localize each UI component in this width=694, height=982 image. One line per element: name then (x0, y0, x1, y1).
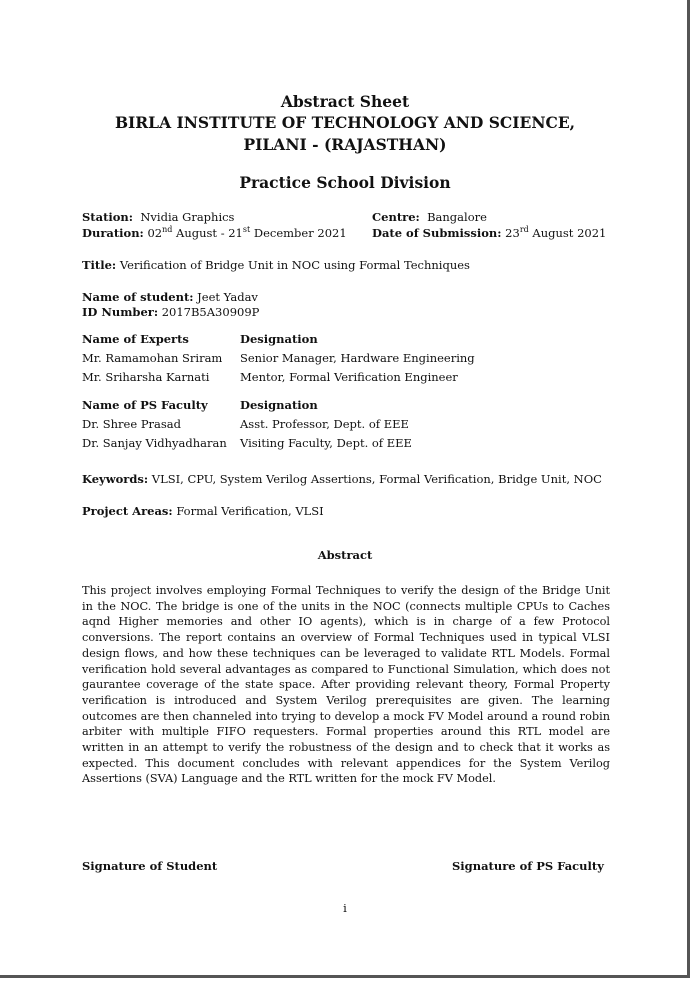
areas-value: Formal Verification, VLSI (176, 504, 324, 518)
centre-line (372, 210, 487, 225)
experts-name-header: Name of Experts (82, 332, 189, 346)
faculty-name-header: Name of PS Faculty (82, 398, 208, 412)
experts-header-row (82, 332, 475, 351)
keywords-label: Keywords: (82, 472, 149, 486)
expert-name: Mr. Sriharsha Karnati (82, 370, 210, 384)
faculty-designation-header: Designation (240, 398, 318, 412)
experts-table (82, 332, 475, 389)
signature-faculty: Signature of PS Faculty (452, 859, 604, 873)
centre-value: Bangalore (427, 210, 487, 224)
table-row (82, 417, 412, 436)
title-value: Verification of Bridge Unit in NOC using Formal Techniques (119, 258, 470, 272)
keywords-line (82, 472, 622, 487)
station-label: Station: (82, 210, 134, 224)
centre-label: Centre: (372, 210, 420, 224)
station-line (82, 210, 234, 225)
institute-line-1: BIRLA INSTITUTE OF TECHNOLOGY AND SCIENCE, (114, 113, 576, 132)
duration-start-sup: nd (162, 225, 173, 235)
student-value: Jeet Yadav (197, 290, 258, 304)
title-label: Title: (82, 258, 117, 272)
id-label: ID Number: (82, 305, 159, 319)
submission-label: Date of Submission: (372, 226, 502, 240)
submission-line (372, 226, 606, 241)
expert-name: Mr. Ramamohan Sriram (82, 351, 223, 365)
duration-mid: August - 21 (172, 226, 243, 240)
areas-line (82, 504, 324, 519)
signature-student: Signature of Student (82, 859, 218, 873)
student-line (82, 290, 258, 305)
id-line (82, 305, 259, 320)
table-row (82, 370, 475, 389)
duration-end-sup: st (242, 225, 251, 235)
abstract-paragraph: This project involves employing Formal Techniques to verify the design of the Bridge Unit in the NOC. The bridge is one of the units in the NOC (connects multiple CPUs to Caches aqnd Higher memories and other IO agents), which is in charge of a few Protocol conversions. The report contains an overview of Formal Techniques used in typical VLSI design flows, and how these techniques can be leveraged to validate RTL Models. Formal verification hold several advantages as compared to Functional Simulation, which does not gaurantee coverage of the state space. After providing relevant theory, Formal Property verification is introduced and System Verilog prerequisites are given. The learning outcomes are then channeled into trying to develop a mock FV Model around a round robin arbiter with multiple FIFO requesters. Formal properties around this RTL model are written in an attempt to verify the robustness of the design and to check that it works as expected. This document concludes with relevant appendices for the System Verilog Assertions (SVA) Language and the RTL written for the mock FV Model. (82, 584, 610, 786)
duration-label: Duration: (82, 226, 144, 240)
table-row (82, 436, 412, 455)
keywords-value: VLSI, CPU, System Verilog Assertions, Formal Verification, Bridge Unit, NOC (151, 472, 602, 486)
expert-designation: Senior Manager, Hardware Engineering (240, 351, 475, 365)
sheet-title: Abstract Sheet (280, 92, 410, 111)
expert-designation: Mentor, Formal Verification Engineer (240, 370, 458, 384)
faculty-table (82, 398, 412, 455)
institute-line-2: PILANI - (RAJASTHAN) (243, 135, 447, 154)
submission-day: 23 (505, 226, 520, 240)
faculty-header-row (82, 398, 412, 417)
areas-label: Project Areas: (82, 504, 173, 518)
faculty-name: Dr. Sanjay Vidhyadharan (82, 436, 227, 450)
duration-end: December 2021 (250, 226, 347, 240)
student-label: Name of student: (82, 290, 194, 304)
station-value: Nvidia Graphics (140, 210, 235, 224)
duration-line (82, 226, 347, 241)
duration-start-day: 02 (147, 226, 163, 240)
table-row (82, 351, 475, 370)
faculty-designation: Visiting Faculty, Dept. of EEE (240, 436, 412, 450)
submission-sup: rd (519, 225, 529, 235)
id-value: 2017B5A30909P (161, 305, 260, 319)
faculty-name: Dr. Shree Prasad (82, 417, 182, 431)
faculty-designation: Asst. Professor, Dept. of EEE (240, 417, 409, 431)
abstract-heading: Abstract (317, 548, 373, 562)
page-number: i (343, 901, 347, 915)
division-title: Practice School Division (239, 173, 451, 192)
title-line (82, 258, 470, 273)
experts-designation-header: Designation (240, 332, 318, 346)
institute-name (60, 112, 630, 156)
submission-rest: August 2021 (528, 226, 607, 240)
